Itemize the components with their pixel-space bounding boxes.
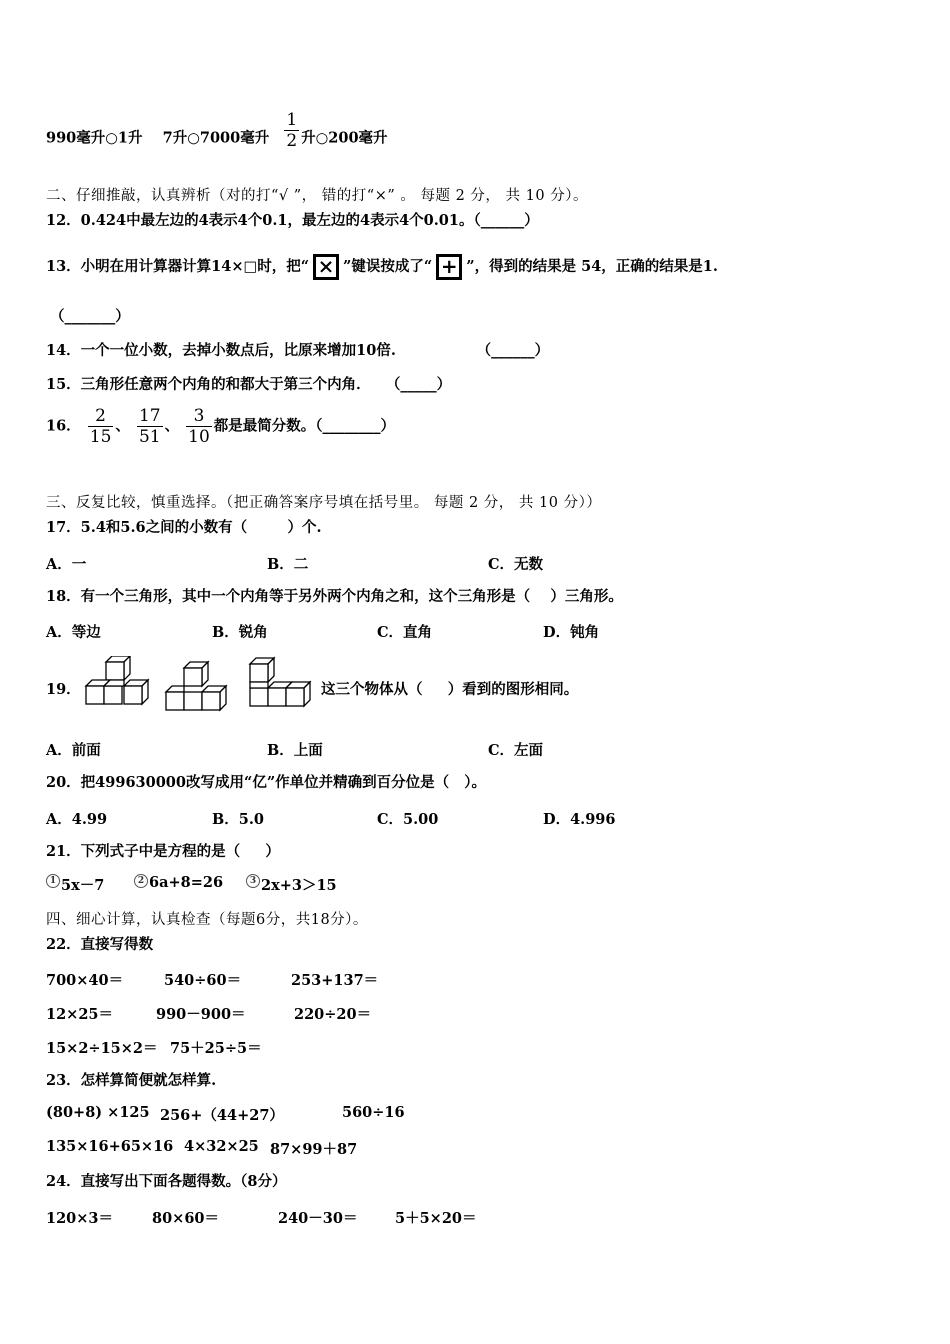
q19-option-a: A．前面: [46, 742, 101, 759]
fraction-2-15: [88, 406, 114, 447]
q21-opt1-text: 5x－7: [61, 877, 105, 894]
fraction-17-51: [137, 406, 163, 447]
question-19-text: 这三个物体从（ ）看到的图形相同。: [321, 681, 579, 698]
multiply-key-icon: ×: [313, 254, 339, 280]
question-18: 18．有一个三角形，其中一个内角等于另外两个内角之和，这个三角形是（ ）三角形。: [46, 588, 623, 605]
q22-r2c1: 12×25＝: [46, 1006, 114, 1023]
q24-c1: 120×3＝: [46, 1210, 114, 1227]
q20-option-a: A．4.99: [46, 811, 108, 828]
section-2-title: 二、仔细推敲，认真辨析（对的打“√ ”， 错的打“×” 。 每题 2 分， 共 10 分）。: [46, 188, 588, 204]
q23-r1c2: 256+（44+27）: [160, 1107, 284, 1124]
question-12: 12．0.424中最左边的4表示4个0.1，最左边的4表示4个0.01。（______）: [46, 212, 539, 229]
q22-r3c1: 15×2÷15×2＝: [46, 1040, 158, 1057]
circled-2-icon: 2: [134, 874, 148, 888]
q21-opt3-text: 2x+3＞15: [261, 877, 337, 894]
f2-den: 51: [138, 427, 161, 447]
circled-3-icon: 3: [246, 874, 260, 888]
q13-post: ”，得到的结果是 54，正确的结果是1.: [466, 258, 718, 275]
question-14: 14．一个一位小数，去掉小数点后，比原来增加10倍. （______）: [46, 342, 550, 359]
q17-option-a: A．一: [46, 556, 87, 573]
q23-r2c1: 135×16+65×16: [46, 1138, 174, 1155]
q22-r3c2: 75＋25÷5＝: [170, 1040, 262, 1057]
q13-pre: 13．小明在用计算器计算14×□时，把“: [46, 258, 310, 275]
q23-r1c3: 560÷16: [342, 1104, 405, 1121]
cube-figure-3: [246, 656, 316, 712]
q23-r2c2: 4×32×25: [184, 1138, 259, 1155]
question-13-blank: （_______）: [50, 308, 130, 325]
q17-option-c: C．无数: [488, 556, 544, 573]
q16-label: 16．: [46, 417, 81, 435]
q20-option-c: C．5.00: [377, 811, 439, 828]
q24-c2: 80×60＝: [152, 1210, 220, 1227]
cube-figure-1: [84, 656, 152, 712]
cube-figure-2: [164, 656, 232, 712]
sep2: 、: [164, 417, 180, 435]
q24-c4: 5＋5×20＝: [395, 1210, 477, 1227]
f1-den: 15: [89, 427, 112, 447]
frac-num: 1: [286, 110, 298, 130]
q22-r2c3: 220÷20＝: [294, 1006, 372, 1023]
q18-option-a: A．等边: [46, 624, 101, 641]
q18-option-b: B．锐角: [212, 624, 268, 641]
f1-num: 2: [88, 406, 114, 427]
question-24-title: 24．直接写出下面各题得数。（8分）: [46, 1173, 287, 1190]
question-19-label: 19．: [46, 681, 81, 698]
q21-option-2: [134, 874, 223, 891]
compare-b: 7升○7000毫升: [162, 129, 270, 147]
question-23-title: 23．怎样算简便就怎样算.: [46, 1072, 217, 1089]
q20-option-b: B．5.0: [212, 811, 264, 828]
q19-option-b: B．上面: [267, 742, 323, 759]
q18-option-c: C．直角: [377, 624, 433, 641]
q20-option-d: D．4.996: [543, 811, 616, 828]
f3-num: 3: [186, 406, 212, 427]
q23-r1c1: (80+8) ×125: [46, 1104, 150, 1121]
sep1: 、: [115, 417, 130, 435]
plus-key-icon: +: [436, 254, 462, 280]
q23-r2c3: 87×99＋87: [270, 1141, 358, 1158]
circled-1-icon: 1: [46, 874, 60, 888]
f3-den: 10: [188, 427, 210, 447]
fraction-3-10: [186, 406, 212, 447]
q24-c3: 240－30＝: [278, 1210, 358, 1227]
compare-line: [46, 110, 388, 159]
section-4-title: 四、细心计算，认真检查（每题6分，共18分）。: [46, 912, 368, 928]
q16-post: 都是最简分数。（________）: [213, 417, 396, 435]
question-16: [46, 406, 395, 447]
compare-a: 990毫升○1升: [46, 129, 143, 147]
fraction-half: [284, 110, 299, 151]
section-3-title: 三、反复比较，慎重选择。（把正确答案序号填在括号里。 每题 2 分， 共 10 分））: [46, 495, 602, 511]
frac-den: 2: [286, 131, 298, 151]
q21-option-3: [246, 874, 337, 895]
q21-opt2-text: 6a+8=26: [149, 874, 224, 891]
q22-r1c1: 700×40＝: [46, 972, 124, 989]
q17-option-b: B．二: [267, 556, 309, 573]
q13-mid: ”键误按成了“: [343, 258, 433, 275]
q19-option-c: C．左面: [488, 742, 544, 759]
q22-r1c2: 540÷60＝: [164, 972, 242, 989]
question-21: 21．下列式子中是方程的是（ ）: [46, 843, 280, 860]
q21-option-1: [46, 874, 104, 895]
q22-r2c2: 990－900＝: [156, 1006, 246, 1023]
q22-r1c3: 253+137＝: [291, 972, 379, 989]
question-20: 20．把499630000改写成用“亿”作单位并精确到百分位是（ ）。: [46, 774, 487, 791]
compare-c: 升○200毫升: [301, 129, 388, 147]
q18-option-d: D．钝角: [543, 624, 600, 641]
question-17: 17．5.4和5.6之间的小数有（ ）个.: [46, 519, 322, 536]
question-15: 15．三角形任意两个内角的和都大于第三个内角． （_____）: [46, 376, 452, 393]
question-22-title: 22．直接写得数: [46, 936, 154, 953]
f2-num: 17: [138, 406, 161, 426]
question-13: [46, 253, 718, 281]
